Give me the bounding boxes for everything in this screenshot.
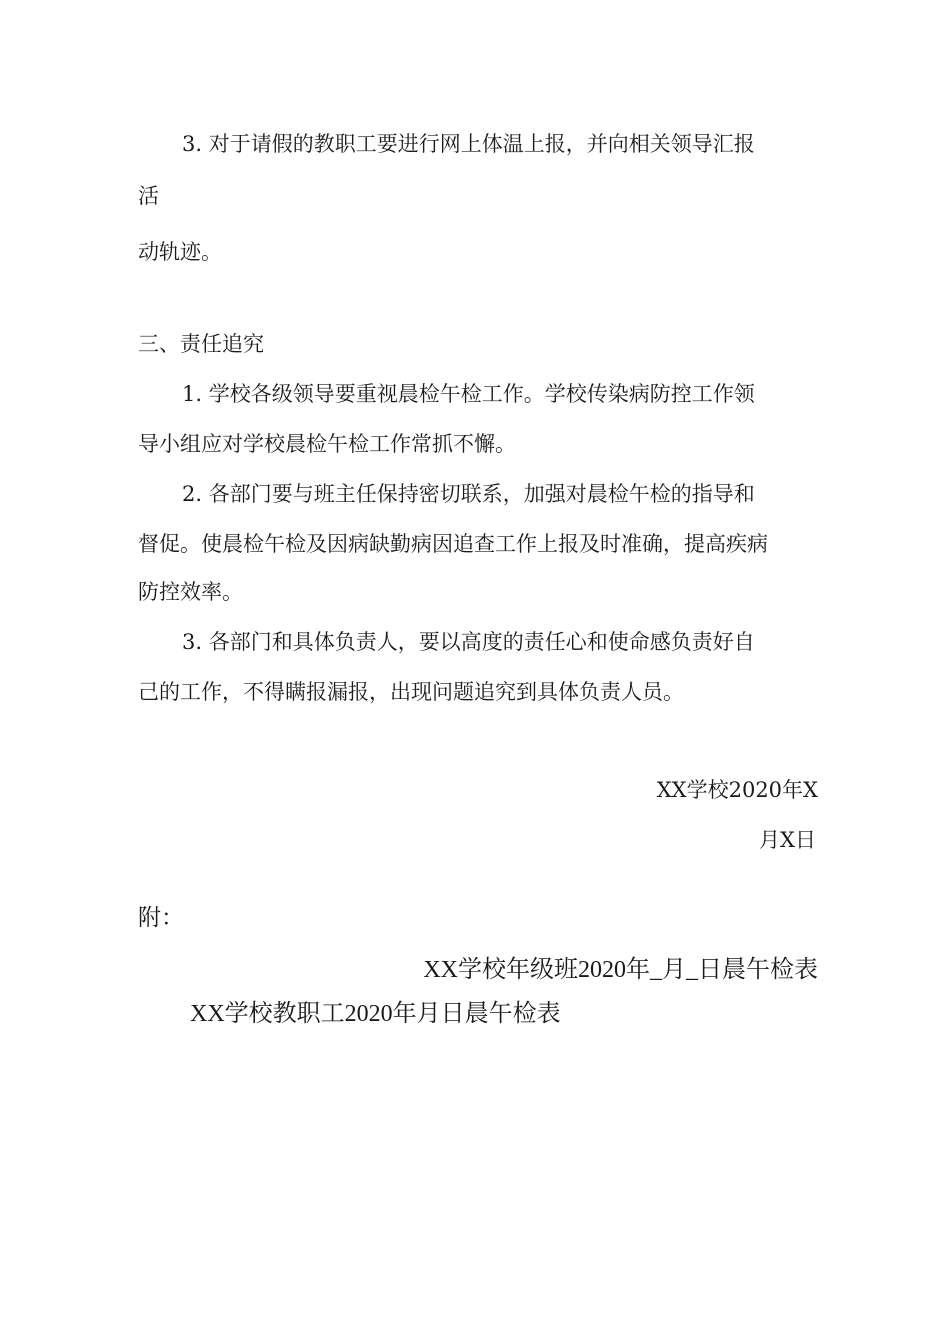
attachments-label: 附： — [138, 905, 184, 931]
item3-line1: 3. 对于请假的教职工要进行网上体温上报，并向相关领导汇报 — [182, 132, 755, 156]
item3-line2: 活 — [138, 184, 159, 208]
responsibility-item3-line1: 3. 各部门和具体负责人，要以高度的责任心和使命感负责好自 — [182, 630, 755, 654]
attachment-staff-form: XX学校教职工2020年月日晨午检表 — [190, 1001, 561, 1027]
responsibility-item1-line2: 导小组应对学校晨检午检工作常抓不懈。 — [138, 432, 516, 456]
signature-date: 月X日 — [759, 828, 816, 852]
section-heading-responsibility: 三、责任追究 — [138, 332, 264, 356]
attachment-student-form: XX学校年级班2020年_月_日晨午检表 — [423, 957, 818, 983]
item3-line3: 动轨迹。 — [138, 240, 222, 264]
responsibility-item2-line1: 2. 各部门要与班主任保持密切联系，加强对晨检午检的指导和 — [182, 482, 755, 506]
responsibility-item2-line2: 督促。使晨检午检及因病缺勤病因追查工作上报及时准确，提高疾病 — [138, 532, 768, 556]
responsibility-item2-line3: 防控效率。 — [138, 580, 243, 604]
responsibility-item3-line2: 己的工作，不得瞒报漏报，出现问题追究到具体负责人员。 — [138, 680, 684, 704]
responsibility-item1-line1: 1. 学校各级领导要重视晨检午检工作。学校传染病防控工作领 — [182, 382, 755, 406]
signature-school-date: XX学校2020年X — [656, 778, 818, 802]
